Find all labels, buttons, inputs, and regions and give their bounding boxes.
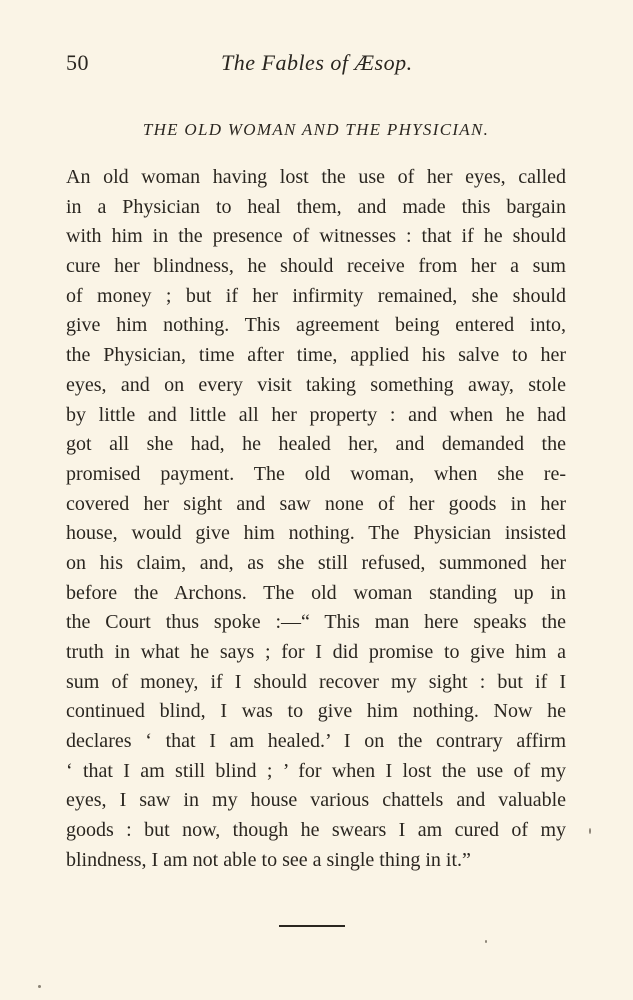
text-line: truth in what he says ; for I did promise to give him a [66, 641, 566, 663]
text-line: goods : but now, though he swears I am cured of my [66, 819, 566, 842]
paper-speck [485, 940, 487, 943]
page-number: 50 [66, 50, 89, 75]
text-line: declares ‘ that I am healed.’ I on the contrary affirm [66, 730, 566, 753]
text-line: on his claim, and, as she still refused, summoned her [66, 551, 566, 574]
text-line: An old woman having lost the use of her eyes, called [66, 166, 566, 188]
text-line: ‘ that I am still blind ; ’ for when I lost the use of my [66, 759, 566, 782]
fable-body [66, 163, 566, 876]
text-line: in a Physician to heal them, and made this bargain [66, 195, 566, 218]
paper-speck [589, 828, 591, 834]
text-line: with him in the presence of witnesses : that if he should [66, 225, 566, 248]
paper-speck [38, 985, 41, 988]
text-line: eyes, and on every visit taking something away, stole [66, 373, 566, 396]
running-title: The Fables of Æsop. [221, 50, 413, 75]
text-line: cure her blindness, he should receive from her a sum [66, 255, 566, 278]
text-line: by little and little all her property : and when he had [66, 403, 566, 426]
text-line: the Physician, time after time, applied his salve to her [66, 344, 566, 367]
text-line: eyes, I saw in my house various chattels and valuable [66, 789, 566, 812]
text-line: promised payment. The old woman, when she re- [66, 462, 566, 485]
text-line: of money ; but if her infirmity remained, she should [66, 284, 566, 307]
text-line: sum of money, if I should recover my sight : but if I [66, 670, 566, 693]
text-line: the Court thus spoke :—“ This man here speaks the [66, 611, 566, 634]
text-line: got all she had, he healed her, and demanded the [66, 433, 566, 456]
text-line: before the Archons. The old woman standing up in [66, 581, 566, 604]
text-line: blindness, I am not able to see a single thing in it.” [66, 848, 471, 871]
fable-title: THE OLD WOMAN AND THE PHYSICIAN. [142, 120, 490, 139]
text-line: continued blind, I was to give him nothing. Now he [66, 700, 566, 723]
text-line: covered her sight and saw none of her goods in her [66, 492, 566, 515]
running-head [66, 50, 566, 80]
text-line: house, would give him nothing. The Physician insisted [66, 522, 566, 545]
text-line: give him nothing. This agreement being entered into, [66, 314, 566, 337]
end-rule [279, 925, 345, 927]
